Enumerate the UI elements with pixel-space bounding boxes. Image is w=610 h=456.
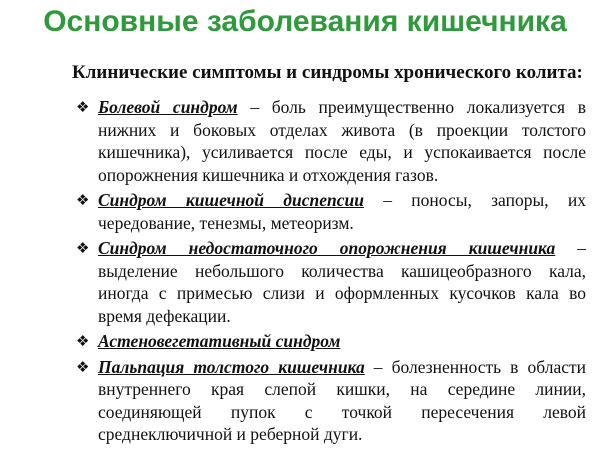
list-item [72,330,586,353]
item-text: – выделение небольшого количества кашицеобразного кала, иногда с примесью слизи и оформленных кусочков кала во время дефекации. [98,238,587,326]
item-text: – боль преимущественно локализуется в нижних и боковых отделах живота (в проекции толстого кишечника), усиливается после еды, и успокаивается после опорожнения кишечника и отхождения газов. [98,97,586,185]
item-term: Болевой синдром [98,97,238,117]
item-term: Астеновегетативный синдром [98,331,341,351]
slide-title: Основные заболевания кишечника [43,5,567,38]
diamond-bullet-icon: ❖ [76,239,90,257]
item-text: – болезненность в области внутреннего края слепой кишки, на середине линии, соединяющей пупок с точкой пересечения левой среднеключичной и реберной дуги. [98,356,586,444]
list-item [72,96,586,186]
diamond-bullet-icon: ❖ [76,98,90,116]
list-item [72,189,586,234]
diamond-bullet-icon: ❖ [76,191,90,209]
list-item [72,356,586,446]
symptom-list [72,96,586,449]
item-term: Синдром недостаточного опорожнения кишечника [98,238,556,258]
item-term: Пальпация толстого кишечника [98,356,365,377]
item-text: – поносы, запоры, их чередование, тенезмы, метеоризм. [98,190,586,233]
diamond-bullet-icon: ❖ [76,332,90,350]
slide-subtitle: Клинические симптомы и синдромы хронического колита: [72,62,583,83]
item-term: Синдром кишечной диспепсии [98,190,364,210]
diamond-bullet-icon: ❖ [76,357,90,376]
list-item [72,237,586,327]
